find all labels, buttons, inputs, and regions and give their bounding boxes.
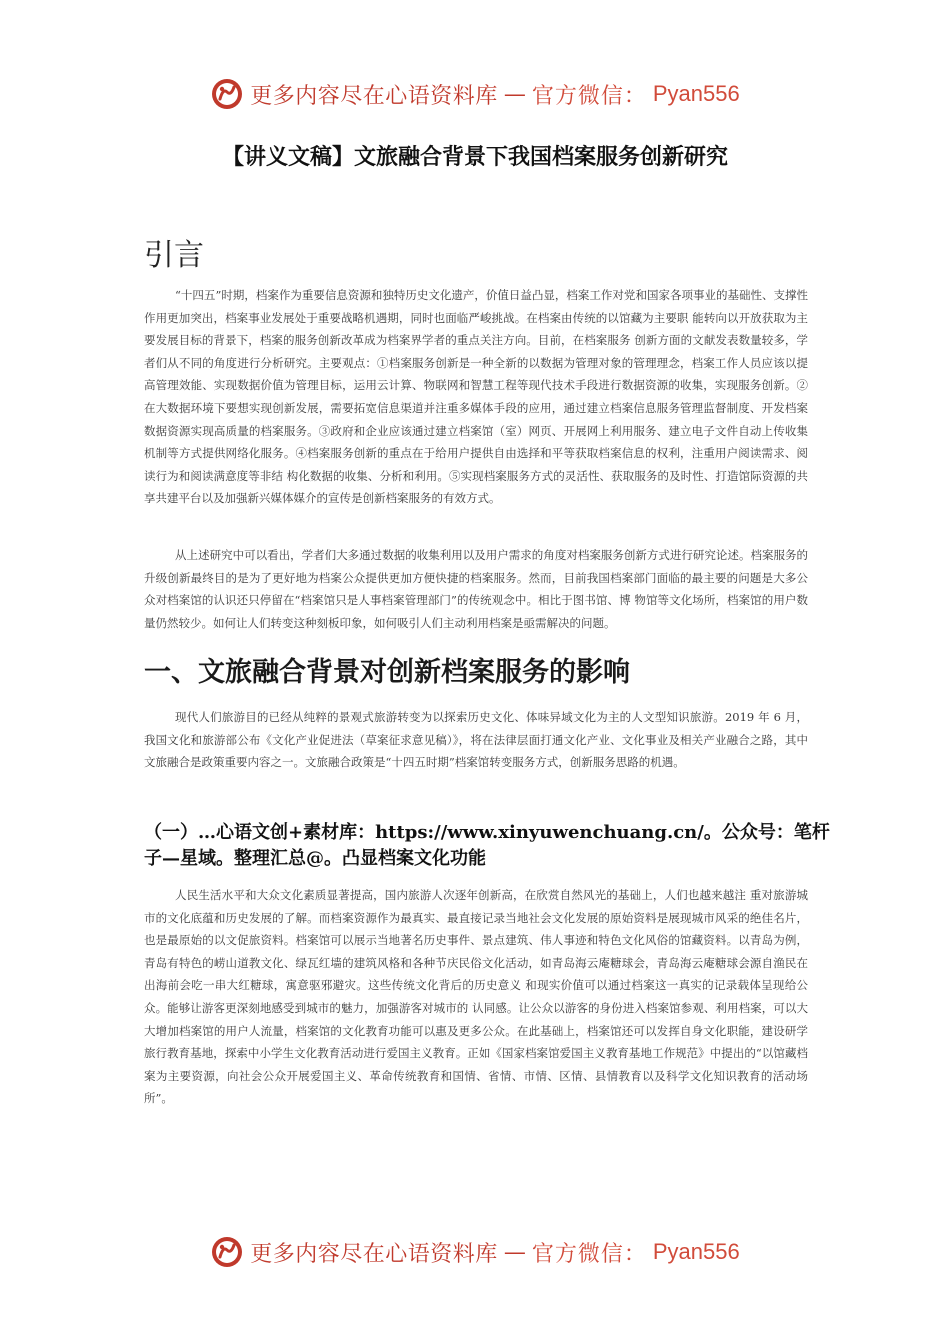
subsection-1-heading: （一）…心语文创+素材库：https://www.xinyuwenchuang.cn/。公众号：笔杆子—星域。整理汇总@。凸显档案文化功能 (144, 822, 830, 869)
footer-banner (0, 1230, 950, 1274)
banner-dash: — (503, 81, 526, 107)
banner-main-text: 更多内容尽在心语资料库 (250, 1241, 498, 1267)
intro-paragraph-1: “十四五”时期，档案作为重要信息资源和独特历史文化遗产，价值日益凸显，档案工作对党和国家各项事业的基础性、支撑性作用更加突出，档案事业发展处于重要战略机遇期，同时也面临严峻挑战。在档案由传统的以馆藏为主要职 能转向以开放获取为主要发展目标的背景下，档案的服务创新改革成为档案界学者的重点关注方向。目前，在档案服务 创新方面的文献发表数量较多，学者们从不同的角度进行分析研究。主要观点：①档案服务创新是一种全新的以数据为管理对象的管理理念，档案工作人员应该以提高管理效能、实现数据价值为管理目标，运用云计算、物联网和智慧工程等现代技术手段进行数据资源的收集，实现服务创新。②在大数据环境下要想实现创新发展，需要拓宽信息渠道并注重多媒体手段的应用，通过建立档案信息服务管理监督制度、开发档案数据资源实现高质量的档案服务。③政府和企业应该通过建立档案馆（室）网页、开展网上利用服务、建立电子文件自动上传收集机制等方式提供网络化服务。④档案服务创新的重点在于给用户提供自由选择和平等获取档案信息的权利，注重用户阅读需求、阅读行为和阅读满意度等非结 构化数据的收集、分析和利用。⑤实现档案服务方式的灵活性、获取服务的及时性、打造馆际资源的共享共建平台以及加强新兴媒体媒介的宣传是创新档案服务的有效方式。 (144, 288, 808, 506)
banner-wechat-label: 官方微信： (531, 83, 647, 109)
intro-paragraph-2: 从上述研究中可以看出，学者们大多通过数据的收集利用以及用户需求的角度对档案服务创新方式进行研究论述。档案服务的升级创新最终目的是为了更好地为档案公众提供更加方便快捷的档案服务。然而，目前我国档案部门面临的最主要的问题是大多公众对档案馆的认识还只停留在“档案馆只是人事档案管理部门”的传统观念中。相比于图书馆、博 物馆等文化场所，档案馆的用户数量仍然较少。如何让人们转变这种刻板印象，如何吸引人们主动利用档案是亟需解决的问题。 (144, 548, 808, 630)
xinyu-logo-icon (210, 77, 244, 111)
section-1-heading: 一、文旅融合背景对创新档案服务的影响 (144, 657, 630, 688)
banner-dash: — (503, 1239, 526, 1265)
subsection-1-paragraph: 人民生活水平和大众文化素质显著提高，国内旅游人次逐年创新高，在欣赏自然风光的基础上，人们也越来越注 重对旅游城市的文化底蕴和历史发展的了解。而档案资源作为最真实、最直接记录当地社会文化发展的原始资料是展现城市风采的绝佳名片，也是最原始的以文促旅资料。档案馆可以展示当地著名历史事件、景点建筑、伟人事迹和特色文化风俗的馆藏资料。以青岛为例，青岛有特色的崂山道教文化、绿瓦红墙的建筑风格和各种节庆民俗文化活动，如青岛海云庵糖球会，青岛海云庵糖球会源自渔民在出海前会吃一串大红糖球，寓意驱邪避灾。这些传统文化背后的历史意义 和现实价值可以通过档案这一真实的记录载体呈现给公众。能够让游客更深刻地感受到城市的魅力，加强游客对城市的 认同感。让公众以游客的身份进入档案馆参观、利用档案，可以大大增加档案馆的用户人流量，档案馆的文化教育功能可以惠及更多公众。在此基础上，档案馆还可以发挥自身文化职能，建设研学旅行教育基地，探索中小学生文化教育活动进行爱国主义教育。正如《国家档案馆爱国主义教育基地工作规范》中提出的“以馆藏档案为主要资源，向社会公众开展爱国主义、革命传统教育和国情、省情、市情、区情、县情教育以及科学文化知识教育的活动场所”。 (144, 888, 808, 1106)
banner-wechat-id: Pyan556 (652, 81, 740, 106)
banner-main-text: 更多内容尽在心语资料库 (250, 83, 498, 109)
banner-wechat-label: 官方微信： (531, 1241, 647, 1267)
xinyu-logo-icon (210, 1235, 244, 1269)
header-banner (0, 72, 950, 116)
banner-wechat-id: Pyan556 (652, 1239, 740, 1264)
intro-heading: 引言 (144, 238, 204, 273)
document-title: 【讲义文稿】文旅融合背景下我国档案服务创新研究 (221, 145, 728, 170)
section-1-paragraph: 现代人们旅游目的已经从纯粹的景观式旅游转变为以探索历史文化、体味异域文化为主的人文型知识旅游。2019 年 6 月，我国文化和旅游部公布《文化产业促进法（草案征求意见稿）》，将在法律层面打通文化产业、文化事业及相关产业融合之路，其中文旅融合是政策重要内容之一。文旅融合政策是“十四五时期”档案馆转变服务方式，创新服务思路的机遇。 (144, 710, 808, 770)
